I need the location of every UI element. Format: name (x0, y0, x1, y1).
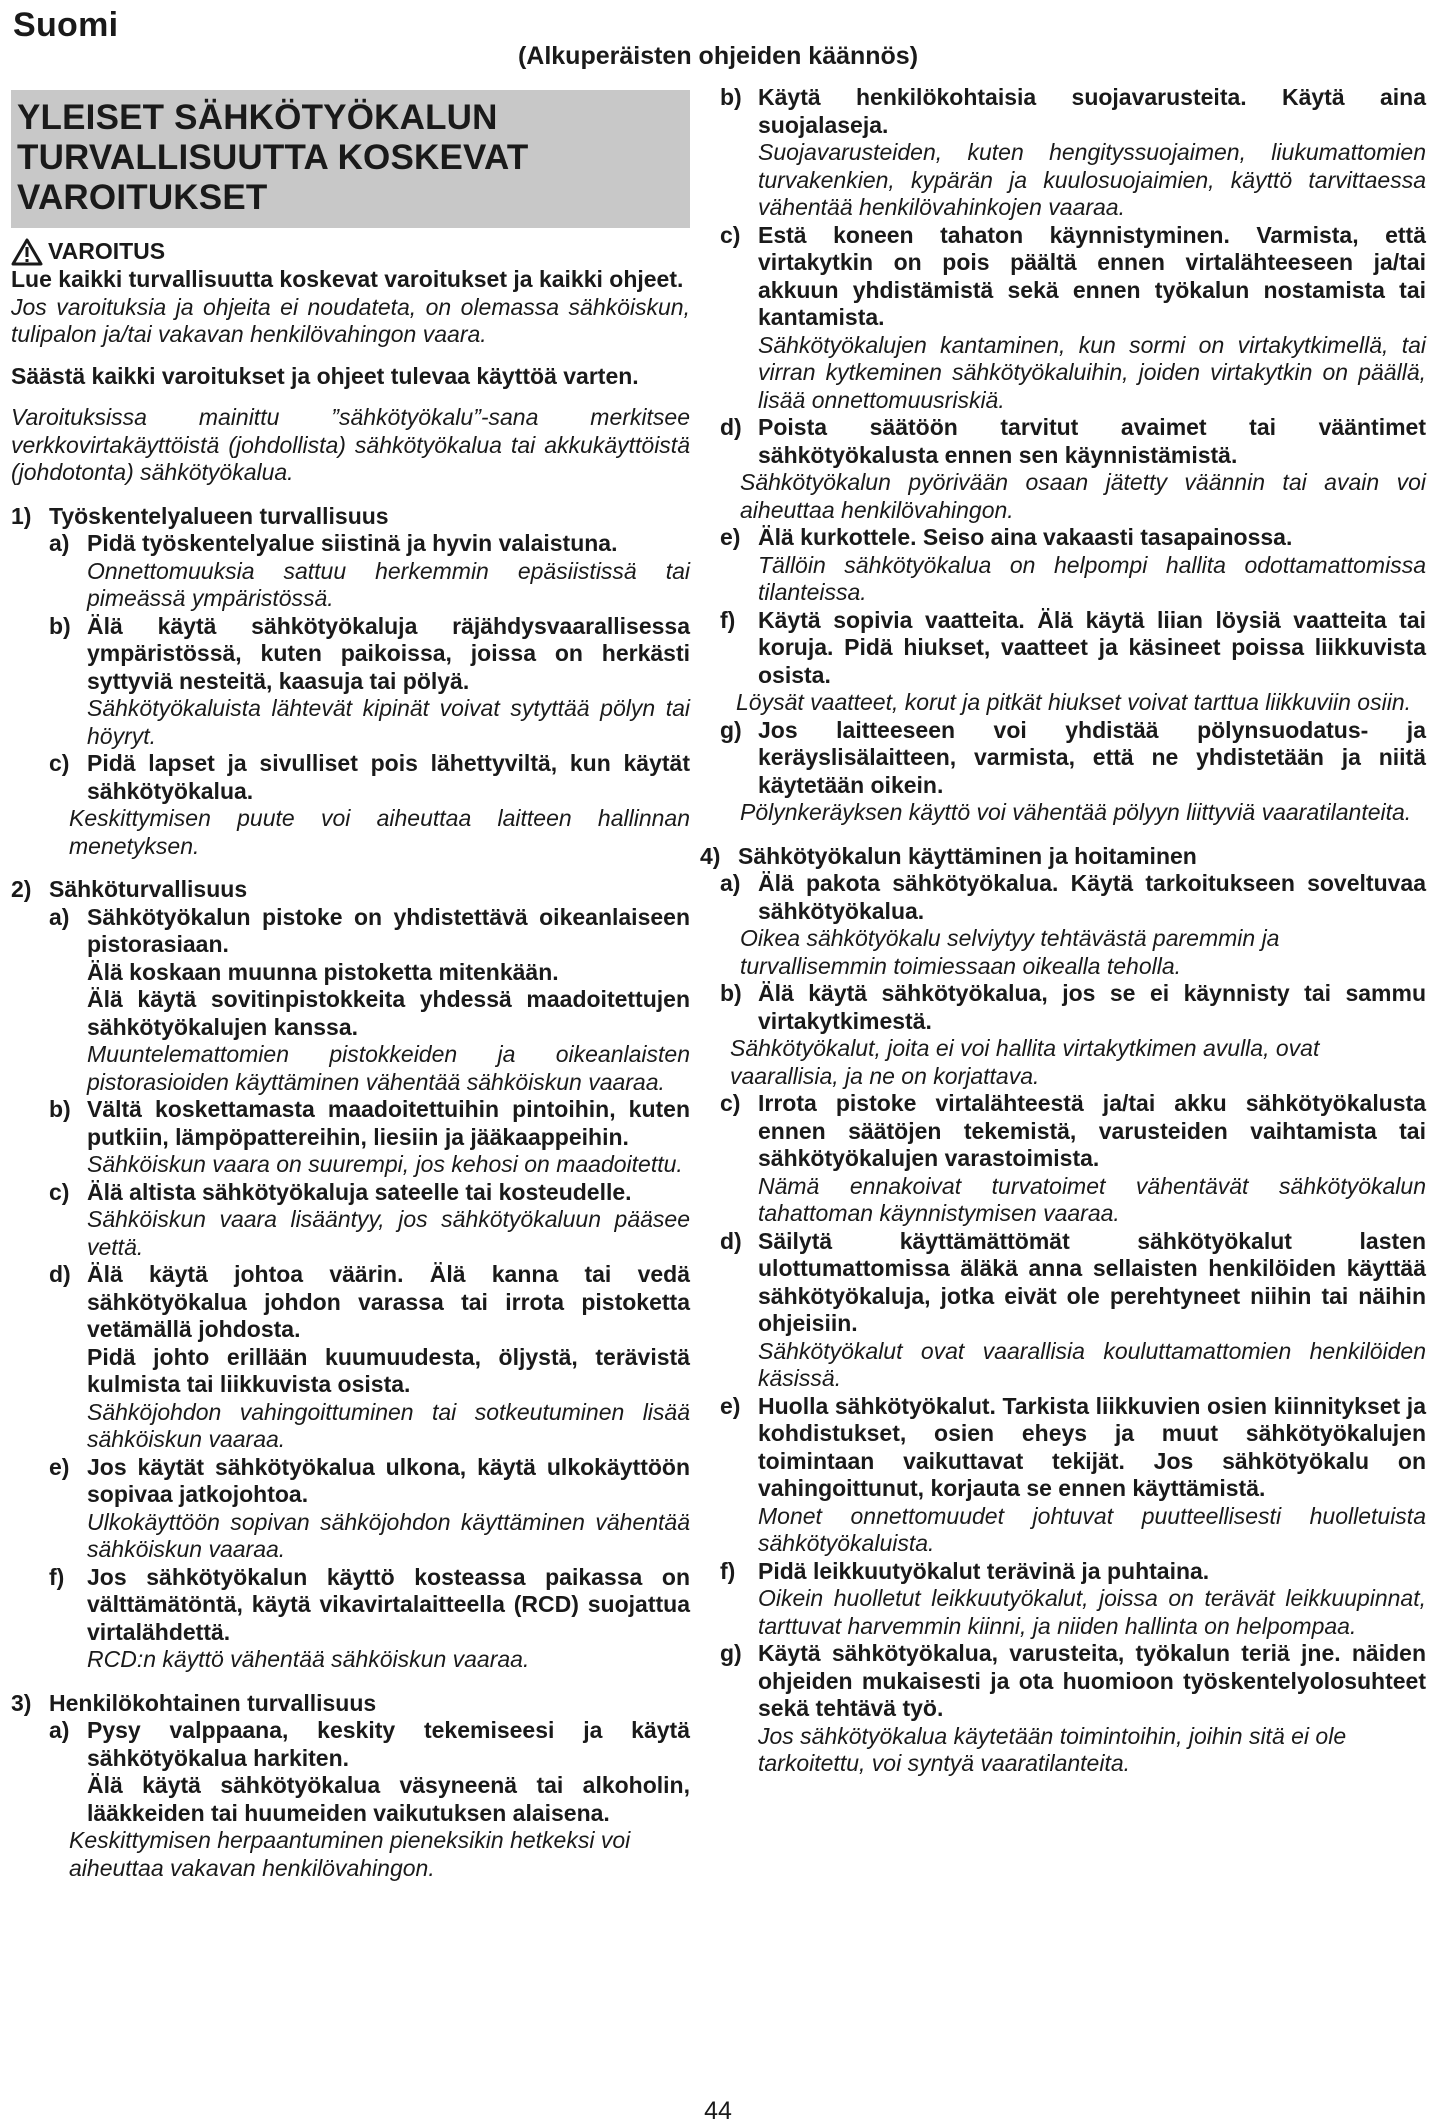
item-text (758, 870, 1426, 925)
item-italic-text: Löysät vaatteet, korut ja pitkät hiukset voivat tarttua liikkuviin osiin. (736, 689, 1411, 715)
item-text (758, 524, 1426, 607)
item-text (87, 1564, 690, 1674)
item-italic-text: Tällöin sähkötyökalua on helpompi hallita odottamattomissa tilanteissa. (758, 551, 1426, 605)
item-bold-text: Jos käytät sähkötyökalua ulkona, käytä ulkokäyttöön sopivaa jatkojohtoa. (87, 1453, 690, 1507)
list-item (49, 1179, 690, 1262)
save-instructions-text: Säästä kaikki varoitukset ja ohjeet tulevaa käyttöä varten. (11, 362, 639, 389)
item-text (87, 1179, 690, 1262)
item-bold-text: Estä koneen tahaton käynnistyminen. Varmista, että virtakytkin on pois päältä ennen virtalähteeseen ja/tai akkuun yhdistämistä sekä ennen työkalun nostamista tai kantamista. (758, 221, 1426, 330)
list-item (49, 1454, 690, 1564)
list-item (720, 414, 1426, 469)
item-letter: e) (720, 524, 741, 550)
title-line: TURVALLISUUTTA KOSKEVAT (17, 138, 529, 177)
item-bold-text: Pidä työskentelyalue siistinä ja hyvin valaistuna. (87, 530, 618, 556)
list-item (49, 750, 690, 805)
item-italic-text: Sähköjohdon vahingoittuminen tai sotkeutuminen lisää sähköiskun vaaraa. (87, 1398, 690, 1452)
item-bold-text: Käytä henkilökohtaisia suojavarusteita. Käytä aina suojalaseja. (758, 84, 1426, 138)
item-text (758, 1090, 1426, 1228)
item-text (758, 980, 1426, 1035)
warning-triangle-icon (11, 238, 43, 266)
section-number: 2) (11, 876, 32, 902)
item-bold-text: Irrota pistoke virtalähteestä ja/tai akku sähkötyökalusta ennen säätöjen tekemistä, varusteiden vaihtamista tai sähkötyökalujen varastoimista. (758, 1090, 1426, 1171)
item-letter: f) (720, 1557, 736, 1584)
list-item (49, 1096, 690, 1179)
section-2-items (49, 904, 690, 1674)
item-italic-text: Sähköiskun vaara on suurempi, jos kehosi on maadoitettu. (87, 1151, 683, 1177)
item-bold-text: Pidä lapset ja sivulliset pois lähettyviltä, kun käytät sähkötyökalua. (87, 750, 690, 804)
item-text (758, 1640, 1426, 1778)
item-bold-text: Älä käytä sähkötyökaluja räjähdysvaarallisessa ympäristössä, kuten paikoissa, joissa on herkästi syttyviä nesteitä, kaasuja tai pölyä. (87, 612, 690, 694)
list-item (720, 980, 1426, 1035)
list-item (49, 1564, 690, 1674)
item-text (87, 1261, 690, 1454)
section-title: Työskentelyalueen turvallisuus (49, 502, 389, 529)
item-bold-text: Jos laitteeseen voi yhdistää pölynsuodatus- ja keräyslisälaitteen, varmista, että ne yhdistetään ja niitä käytetään oikein. (758, 716, 1426, 798)
item-letter: b) (49, 1096, 71, 1122)
item-letter: c) (49, 1178, 70, 1205)
item-letter: e) (49, 1453, 70, 1480)
list-item (720, 1640, 1426, 1778)
item-italic-text: Keskittymisen puute voi aiheuttaa laitteen hallinnan menetyksen. (69, 805, 690, 859)
list-item (720, 1393, 1426, 1558)
item-text (758, 1393, 1426, 1558)
item-italic-text: Suojavarusteiden, kuten hengityssuojaimen, liukumattomien turvakenkien, kypärän ja kuulosuojaimien, käyttö tarvittaessa vähentää henkilövahinkojen vaaraa. (758, 139, 1426, 220)
item-text (758, 84, 1426, 222)
list-item (49, 904, 690, 1097)
item-text (758, 607, 1426, 690)
document-subtitle: (Alkuperäisten ohjeiden käännös) (517, 42, 919, 70)
section-title-box (11, 90, 690, 228)
item-letter: d) (720, 1227, 742, 1254)
item-letter: g) (720, 1640, 742, 1666)
item-bold-text: Käytä sähkötyökalua, varusteita, työkalun teriä jne. näiden ohjeiden mukaisesti ja ota huomioon työskentelyolosuhteet sekä tehtävä työ. (758, 1640, 1426, 1721)
item-bold-text: Jos sähkötyökalun käyttö kosteassa paikassa on välttämätöntä, käytä vikavirtalaitteella (RCD) suojattua virtalähdettä. (87, 1563, 690, 1645)
item-italic-text: Sähkötyökalut, joita ei voi hallita virtakytkimen avulla, ovat vaarallisia, ja ne on korjattava. (730, 1035, 1320, 1089)
item-letter: c) (720, 1090, 741, 1116)
title-line: YLEISET SÄHKÖTYÖKALUN (17, 98, 498, 137)
list-item (49, 530, 690, 558)
item-letter: a) (49, 903, 70, 930)
item-italic-text: Keskittymisen herpaantuminen pieneksikin hetkeksi voi aiheuttaa vakavan henkilövahingon. (69, 1827, 631, 1881)
item-bold-text: Älä altista sähkötyökaluja sateelle tai kosteudelle. (87, 1178, 632, 1205)
item-letter: a) (720, 870, 741, 896)
item-letter: a) (49, 530, 70, 556)
item-letter: f) (49, 1563, 65, 1590)
item-bold-text: Sähkötyökalun pistoke on yhdistettävä oikeanlaiseen pistorasiaan. (87, 903, 690, 957)
item-italic-text: Sähkötyökaluista lähtevät kipinät voivat sytyttää pölyn tai höyryt. (87, 695, 690, 749)
item-bold-text: Älä käytä johtoa väärin. Älä kanna tai vedä sähkötyökalua johdon varassa tai irrota pistoketta vetämällä johdosta. (87, 1261, 690, 1342)
item-bold-text: Vältä koskettamasta maadoitettuihin pintoihin, kuten putkiin, lämpöpattereihin, liesiin ja jääkaappeihin. (87, 1096, 690, 1150)
right-column (700, 84, 1426, 1778)
list-item (720, 222, 1426, 415)
item-text (758, 1558, 1426, 1641)
list-item (720, 84, 1426, 222)
item-text (87, 904, 690, 1097)
language-heading: Suomi (13, 6, 119, 44)
item-italic-text: Ulkokäyttöön sopivan sähköjohdon käyttäminen vähentää sähköiskun vaaraa. (87, 1508, 690, 1562)
item-bold-text: Pidä leikkuutyökalut terävinä ja puhtaina. (758, 1557, 1210, 1584)
item-text (758, 717, 1426, 800)
item-bold-text: Älä käytä sovitinpistokkeita yhdessä maadoitettujen sähkötyökalujen kanssa. (87, 986, 690, 1040)
item-letter: f) (720, 606, 736, 633)
item-letter: e) (720, 1392, 741, 1419)
list-item (720, 524, 1426, 607)
item-italic-text: Jos sähkötyökalua käytetään toimintoihin, joihin sitä ei ole tarkoitettu, voi syntyä vaaratilanteita. (758, 1722, 1347, 1776)
item-bold-text: Älä pakota sähkötyökalua. Käytä tarkoitukseen soveltuvaa sähkötyökalua. (758, 870, 1426, 924)
section-4-heading (700, 843, 1426, 871)
item-bold-text: Älä koskaan muunna pistoketta mitenkään. (87, 958, 559, 985)
item-letter: b) (720, 84, 742, 110)
item-bold-text: Pysy valppaana, keskity tekemiseesi ja käytä sähkötyökalua harkiten. (87, 1717, 690, 1771)
item-italic-text: Muuntelemattomien pistokkeiden ja oikeanlaisten pistorasioiden käyttäminen vähentää sähköiskun vaaraa. (87, 1041, 690, 1095)
item-bold-text: Älä kurkottele. Seiso aina vakaasti tasapainossa. (758, 524, 1293, 550)
item-bold-text: Poista säätöön tarvitut avaimet tai vääntimet sähkötyökalusta ennen sen käynnistämistä. (758, 414, 1426, 468)
item-bold-text: Käytä sopivia vaatteita. Älä käytä liian löysiä vaatteita tai koruja. Pidä hiukset, vaatteet ja käsineet poissa liikkuvista osista. (758, 606, 1426, 688)
item-italic-text: Onnettomuuksia sattuu herkemmin epäsiistissä tai pimeässä ympäristössä. (87, 557, 690, 611)
section-title: Henkilökohtainen turvallisuus (49, 1689, 377, 1716)
warning-heading (11, 238, 690, 266)
item-italic-text: Sähkötyökalut ovat vaarallisia kouluttamattomien henkilöiden käsissä. (758, 1337, 1426, 1391)
item-text (87, 1096, 690, 1179)
section-1-items (49, 530, 690, 860)
item-italic-text: Pölynkeräyksen käyttö voi vähentää pölyyn liittyviä vaaratilanteita. (740, 799, 1412, 825)
item-italic-text: Oikea sähkötyökalu selviytyy tehtävästä paremmin ja turvallisemmin toimiessaan oikealla teholla. (740, 925, 1280, 979)
item-letter: a) (49, 1717, 70, 1743)
list-item (720, 1228, 1426, 1393)
item-text (758, 414, 1426, 469)
item-text (758, 222, 1426, 415)
section-number: 3) (11, 1689, 32, 1716)
item-italic-text: Monet onnettomuudet johtuvat puutteellisesti huolletuista sähkötyökaluista. (758, 1502, 1426, 1556)
item-text (758, 1228, 1426, 1393)
title-line: VAROITUKSET (17, 178, 268, 217)
item-bold-text: Älä käytä sähkötyökalua väsyneenä tai alkoholin, lääkkeiden tai huumeiden vaikutuksen alaisena. (87, 1772, 690, 1826)
warning-bold-text: Lue kaikki turvallisuutta koskevat varoitukset ja kaikki ohjeet. (11, 266, 684, 292)
list-item (49, 1261, 690, 1454)
item-italic-text: Oikein huolletut leikkuutyökalut, joissa on terävät leikkuupinnat, tarttuvat harvemmin kiinni, ja niiden hallinta on helpompaa. (758, 1585, 1426, 1639)
item-italic-text: Sähköiskun vaara lisääntyy, jos sähkötyökaluun pääsee vettä. (87, 1206, 690, 1260)
section-title: Sähkötyökalun käyttäminen ja hoitaminen (738, 842, 1197, 869)
item-letter: c) (720, 221, 741, 248)
item-letter: b) (720, 980, 742, 1006)
warning-italic-text: Jos varoituksia ja ohjeita ei noudateta, on olemassa sähköiskun, tulipalon ja/tai vakavan henkilövahingon vaara. (11, 293, 690, 347)
item-italic-text: Nämä ennakoivat turvatoimet vähentävät sähkötyökalun tahattoman käynnistymisen vaaraa. (758, 1172, 1426, 1226)
section-1-heading (11, 503, 690, 531)
list-item (49, 1717, 690, 1827)
item-bold-text: Huolla sähkötyökalut. Tarkista liikkuvien osien kiinnitykset ja kohdistukset, osien eheys ja muut sähkötyökalujen toimintaan vaikuttavat tekijät. Jos sähkötyökalu on vahingoittunut, korjauta se ennen käyttämistä. (758, 1392, 1426, 1501)
left-column (11, 84, 690, 1882)
item-letter: g) (720, 716, 742, 743)
warning-label: VAROITUS (48, 238, 166, 265)
list-item (720, 717, 1426, 800)
item-bold-text: Pidä johto erillään kuumuudesta, öljystä, terävistä kulmista tai liikkuvista osista. (87, 1343, 690, 1397)
item-text (87, 1454, 690, 1564)
section-3-heading (11, 1690, 690, 1718)
item-letter: c) (49, 750, 70, 776)
item-letter: d) (720, 414, 742, 440)
item-letter: d) (49, 1261, 71, 1287)
section-3-items-left (49, 1717, 690, 1882)
list-item (720, 1558, 1426, 1641)
item-bold-text: Älä käytä sähkötyökalua, jos se ei käynnisty tai sammu virtakytkimestä. (758, 980, 1426, 1034)
item-bold-text: Säilytä käyttämättömät sähkötyökalut lasten ulottumattomissa äläkä anna sellaisten henkilöiden käyttää sähkötyökaluja, jotka eivät ole perehtyneet niihin tai näihin ohjeisiin. (758, 1227, 1426, 1336)
section-number: 4) (700, 842, 721, 869)
item-italic-text: Sähkötyökalun pyörivään osaan jätetty väännin tai avain voi aiheuttaa henkilövahingon. (740, 469, 1426, 523)
list-item (720, 870, 1426, 925)
list-item (720, 1090, 1426, 1228)
list-item (49, 613, 690, 696)
section-number: 1) (11, 502, 32, 529)
item-italic-text: Sähkötyökalujen kantaminen, kun sormi on virtakytkimellä, tai virran kytkeminen sähkötyökaluihin, joiden virtakytkin on päällä, lisää onnettomuusriskiä. (758, 331, 1426, 413)
section-title: Sähköturvallisuus (49, 876, 248, 902)
page-number: 44 (704, 2097, 732, 2125)
item-italic-text: RCD:n käyttö vähentää sähköiskun vaaraa. (87, 1646, 530, 1672)
list-item (720, 607, 1426, 690)
item-letter: b) (49, 612, 71, 639)
section-2-heading (11, 876, 690, 904)
item-text (87, 1717, 690, 1827)
definition-text: Varoituksissa mainittu ”sähkötyökalu”-sana merkitsee verkkovirtakäyttöistä (johdollista) sähkötyökalua tai akkukäyttöistä (johdotonta) sähkötyökalua. (11, 404, 690, 485)
